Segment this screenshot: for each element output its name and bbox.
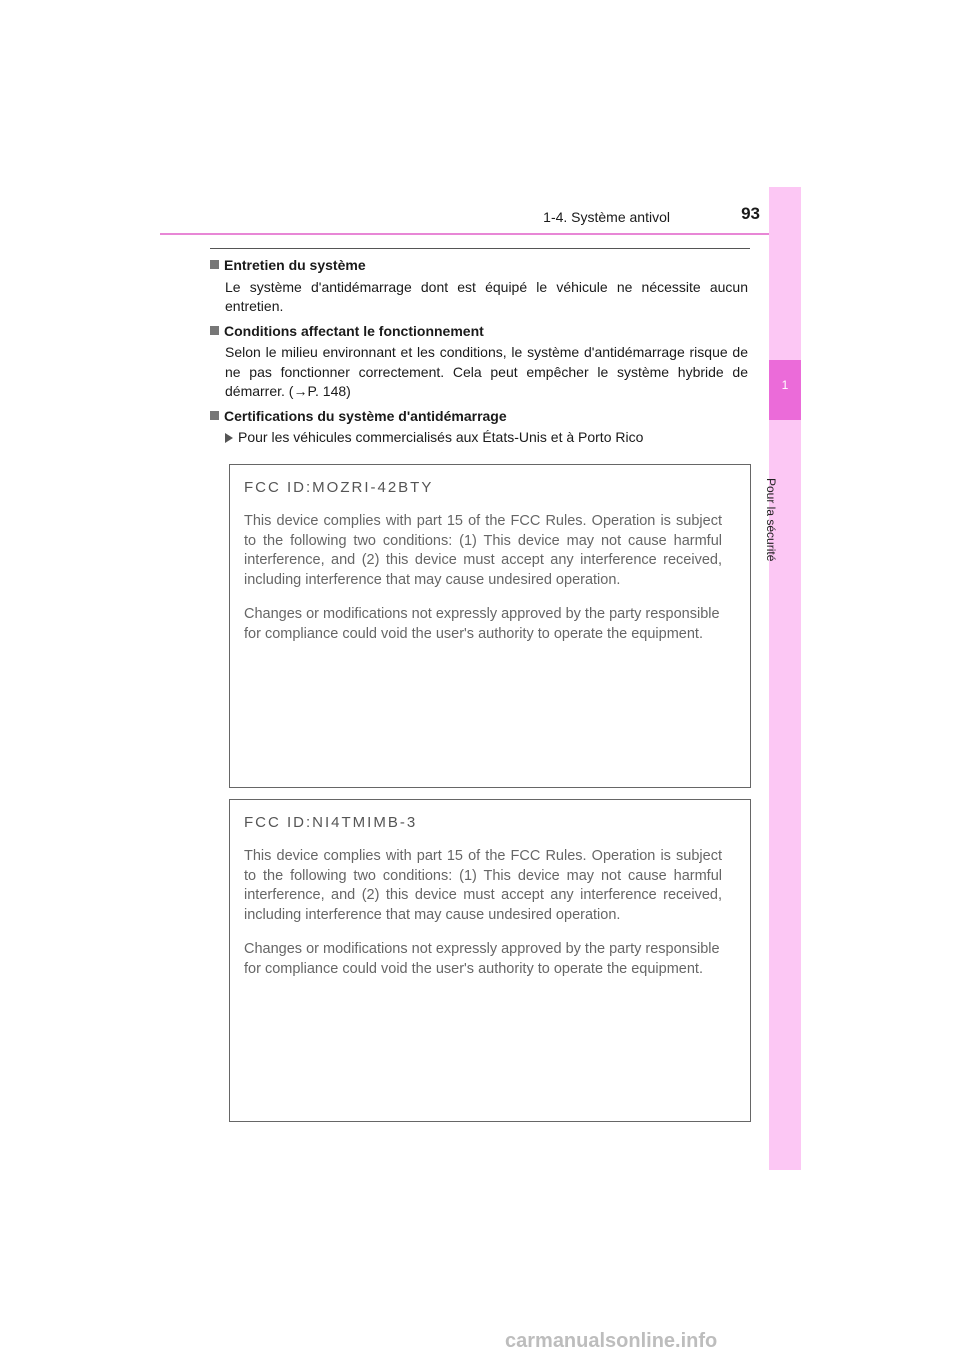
page-reference-link[interactable]: P. 148) xyxy=(307,383,351,399)
sub-bullet-item: Pour les véhicules commercialisés aux États-Unis et à Porto Rico xyxy=(225,428,748,448)
fcc-compliance-text: This device complies with part 15 of the FCC Rules. Operation is subject to the following two conditions: (1) This device may not cause harmful interference, and (2) this device must accept any interference received, including interference that may cause undesired operation. xyxy=(244,848,722,923)
main-content xyxy=(210,256,748,448)
section-rule xyxy=(210,248,750,249)
section-title: Conditions affectant le fonctionnement xyxy=(210,322,748,342)
side-tab-number: 1 xyxy=(781,378,789,392)
square-bullet-icon xyxy=(210,326,219,335)
fcc-id: FCC ID:MOZRI-42BTY xyxy=(244,479,434,496)
section-title: Certifications du système d'antidémarrage xyxy=(210,407,748,427)
square-bullet-icon xyxy=(210,411,219,420)
fcc-compliance-text: This device complies with part 15 of the FCC Rules. Operation is subject to the following two conditions: (1) This device may not cause harmful interference, and (2) this device must accept any interference received, including interference that may cause undesired operation. xyxy=(244,513,722,588)
section-body: Le système d'antidémarrage dont est équipé le véhicule ne nécessite aucun entretien. xyxy=(225,278,748,314)
fcc-id: FCC ID:NI4TMIMB-3 xyxy=(244,814,418,831)
triangle-bullet-icon xyxy=(225,433,233,443)
fcc-modification-text: Changes or modifications not expressly approved by the party responsible for compliance could void the user's authority to operate the equipment. xyxy=(244,941,720,977)
side-tab-label: Pour la sécurité xyxy=(764,478,778,562)
chapter-label: 1-4. Système antivol xyxy=(543,209,670,225)
arrow-right-icon: → xyxy=(293,383,308,399)
header-divider xyxy=(160,233,800,235)
section-title: Entretien du système xyxy=(210,256,748,276)
side-chapter-tab xyxy=(769,187,801,1170)
fcc-modification-text: Changes or modifications not expressly approved by the party responsible for compliance could void the user's authority to operate the equipment. xyxy=(244,606,720,642)
page-number: 93 xyxy=(741,204,760,223)
fcc-label-box xyxy=(229,799,751,1122)
square-bullet-icon xyxy=(210,260,219,269)
watermark: carmanualsonline.info xyxy=(505,1330,718,1352)
fcc-label-box xyxy=(229,464,751,788)
section-body: Selon le milieu environnant et les conditions, le système d'antidémarrage risque de ne pas fonctionner correctement. Cela peut empêcher le système hybride de démarrer. (→P. 148) xyxy=(225,344,748,399)
